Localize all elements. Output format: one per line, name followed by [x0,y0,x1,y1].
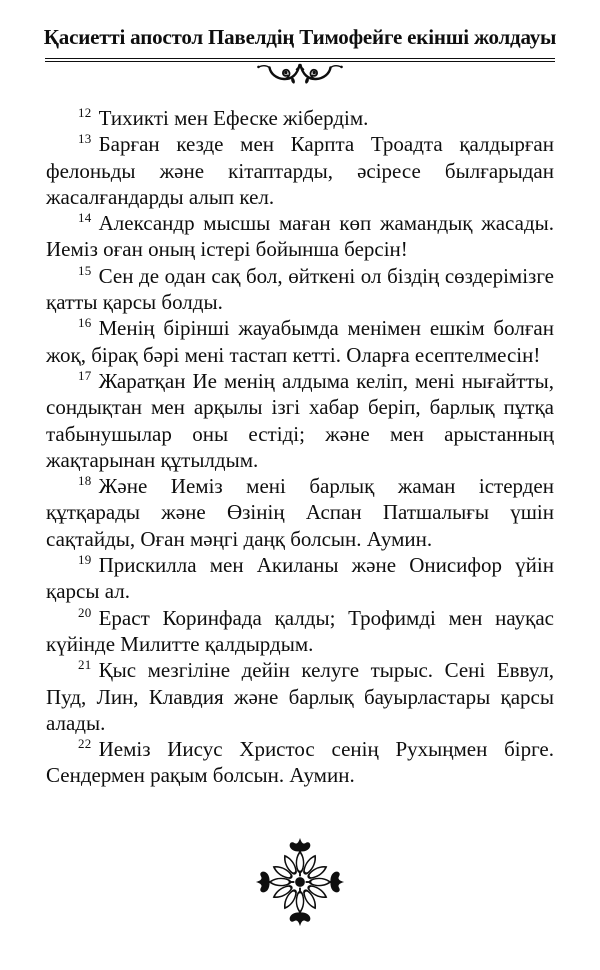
verse-text: Жаратқан Ие менің алдыма келіп, мені нығайтты, сондықтан мен арқылы ізгі хабар беріп, барлық пұтқа табынушылар оны естіді; және мен арыстанның жақтарынан құтылдым. [46,368,554,472]
verse-number: 14 [78,210,92,226]
verse-12 [46,105,554,131]
verse-17 [46,368,554,473]
verse-18 [46,473,554,552]
verse-text: Иеміз Иисус Христос сенің Рухыңмен бірге. Сендермен рақым болсын. Аумин. [46,737,554,788]
verse-number: 13 [78,131,92,147]
verse-13 [46,131,554,210]
verse-text: Сен де одан сақ бол, өйткені ол біздің сөздерімізге қатты қарсы болды. [46,263,554,315]
verse-number: 17 [78,367,92,383]
verse-number: 20 [78,604,92,620]
scripture-text [46,105,554,789]
verse-text: Менің бірінші жауабымда менімен ешкім болған жоқ, бірақ бәрі мені тастап кетті. Оларға есептелмесін! [46,316,554,367]
scroll-flourish-icon [254,61,346,87]
page-footer [0,835,600,934]
verse-19 [46,552,554,605]
verse-text: Және Иеміз мені барлық жаман істерден құтқарады және Өзінің Аспан Патшалығы үшін сақтайды, Оған мәңгі даңқ болсын. Аумин. [46,474,554,551]
verse-15 [46,263,554,316]
verse-number: 18 [78,473,92,489]
verse-16 [46,315,554,368]
verse-21 [46,657,554,736]
verse-text: Ераст Коринфада қалды; Трофимді мен науқас күйінде Милитте қалдырдым. [46,605,554,656]
verse-text: Александр мысшы маған көп жамандық жасады. Иеміз оған оның істері бойынша берсін! [46,211,554,262]
verse-number: 15 [78,262,92,278]
verse-text: Тихикті мен Ефеске жібердім. [98,106,369,130]
verse-number: 21 [78,657,92,673]
verse-22 [46,736,554,789]
verse-number: 12 [78,105,92,120]
verse-number: 19 [78,552,92,568]
page-header [0,0,600,62]
double-rule-divider [45,58,555,62]
verse-14 [46,210,554,263]
verse-20 [46,605,554,658]
page-title: Қасиетті апостол Павелдің Тимофейге екінші жолдауы [43,25,557,49]
verse-number: 16 [78,315,92,331]
verse-text: Прискилла мен Акиланы және Онисифор үйін қарсы ал. [46,553,554,604]
verse-number: 22 [78,736,92,752]
verse-text: Барған кезде мен Карпта Троадта қалдырған фелоньды және кітаптарды, әсіресе былғарыдан жасалғандарды алып кел. [46,132,554,209]
floral-cross-icon [253,835,347,929]
verse-text: Қыс мезгіліне дейін келуге тырыс. Сені Еввул, Пуд, Лин, Клавдия және барлық бауырластары қарсы алады. [46,658,554,735]
